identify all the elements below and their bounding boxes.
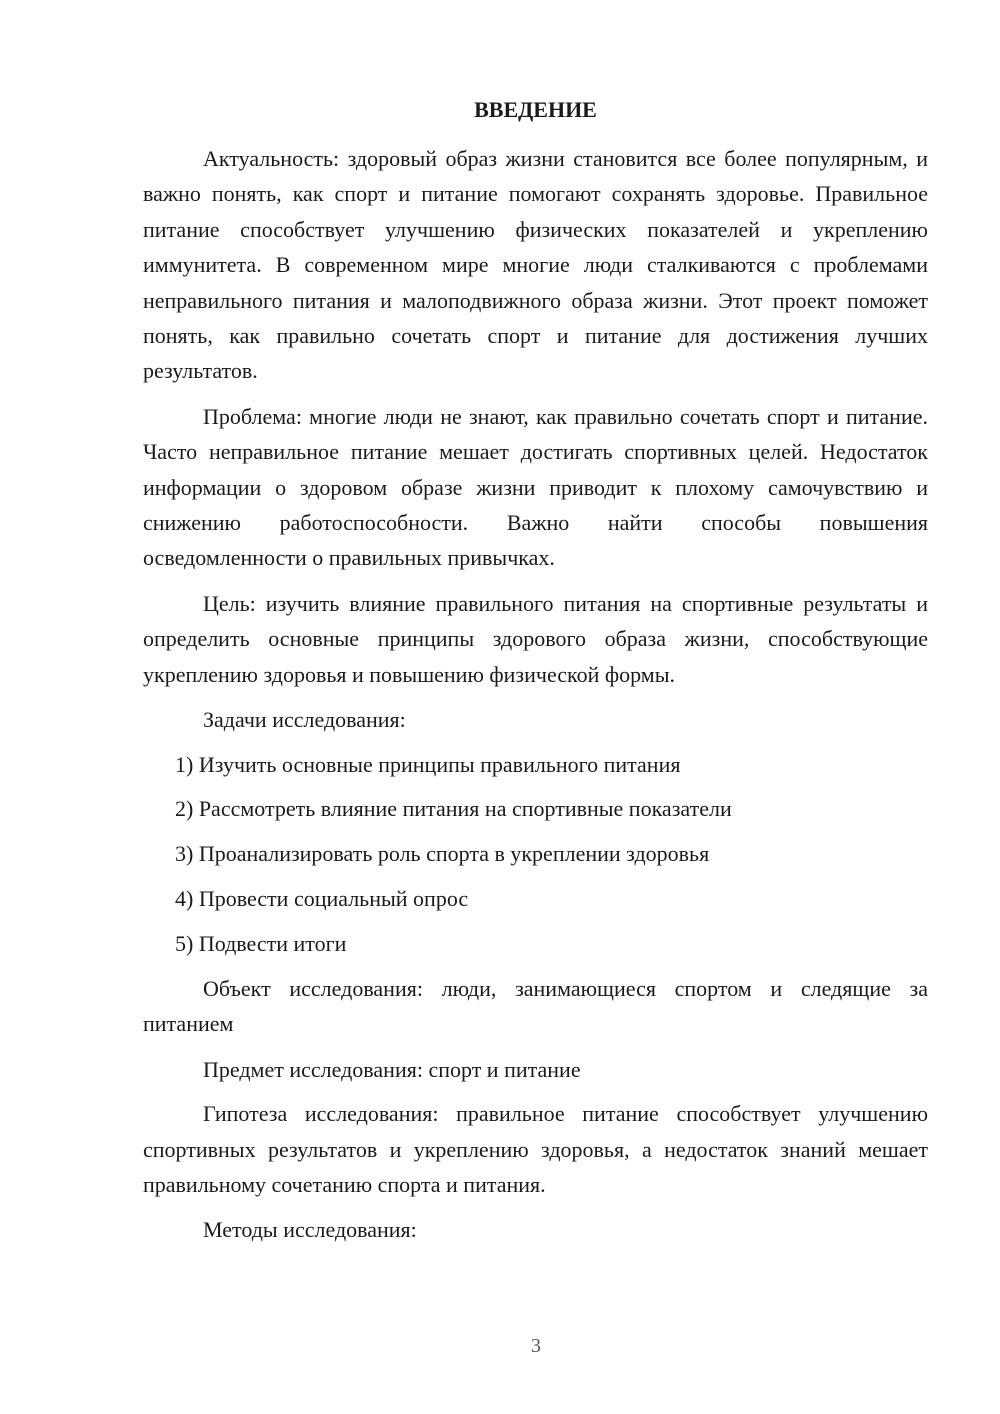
- page-number: 3: [531, 1335, 541, 1357]
- document-page: [143, 92, 928, 1257]
- paragraph-relevance: Актуальность: здоровый образ жизни становится все более популярным, и важно понять, как спорт и питание помогают сохранять здоровье. Правильное питание способствует улучшению физических показателей и укреплению иммунитета. В современном мире многие люди сталкиваются с проблемами неправильного питания и малоподвижного образа жизни. Этот проект поможет понять, как правильно сочетать спорт и питание для достижения лучших результатов.: [143, 146, 928, 384]
- task-item-3: 3) Проанализировать роль спорта в укреплении здоровья: [175, 841, 710, 867]
- task-item-5: 5) Подвести итоги: [175, 931, 347, 957]
- paragraph-hypothesis: Гипотеза исследования: правильное питание способствует улучшению спортивных результатов и укреплению здоровья, а недостаток знаний мешает правильному сочетанию спорта и питания.: [143, 1101, 928, 1198]
- tasks-list: [143, 747, 928, 962]
- paragraph-methods: Методы исследования:: [203, 1217, 417, 1243]
- paragraph-object: Объект исследования: люди, занимающиеся спортом и следящие за питанием: [143, 976, 928, 1037]
- paragraph-tasks-heading: Задачи исследования:: [203, 707, 406, 733]
- paragraph-goal: Цель: изучить влияние правильного питания на спортивные результаты и определить основные принципы здорового образа жизни, способствующие укреплению здоровья и повышению физической формы.: [143, 590, 928, 687]
- paragraph-problem: Проблема: многие люди не знают, как правильно сочетать спорт и питание. Часто неправильное питание мешает достигать спортивных целей. Недостаток информации о здоровом образе жизни приводит к плохому самочувствию и снижению работоспособности. Важно найти способы повышения осведомленности о правильных привычках.: [143, 403, 928, 571]
- task-item-1: 1) Изучить основные принципы правильного питания: [175, 751, 681, 777]
- task-item-4: 4) Провести социальный опрос: [175, 886, 469, 912]
- section-title: ВВЕДЕНИЕ: [474, 97, 597, 122]
- paragraph-subject: Предмет исследования: спорт и питание: [203, 1056, 581, 1082]
- task-item-2: 2) Рассмотреть влияние питания на спортивные показатели: [175, 796, 732, 822]
